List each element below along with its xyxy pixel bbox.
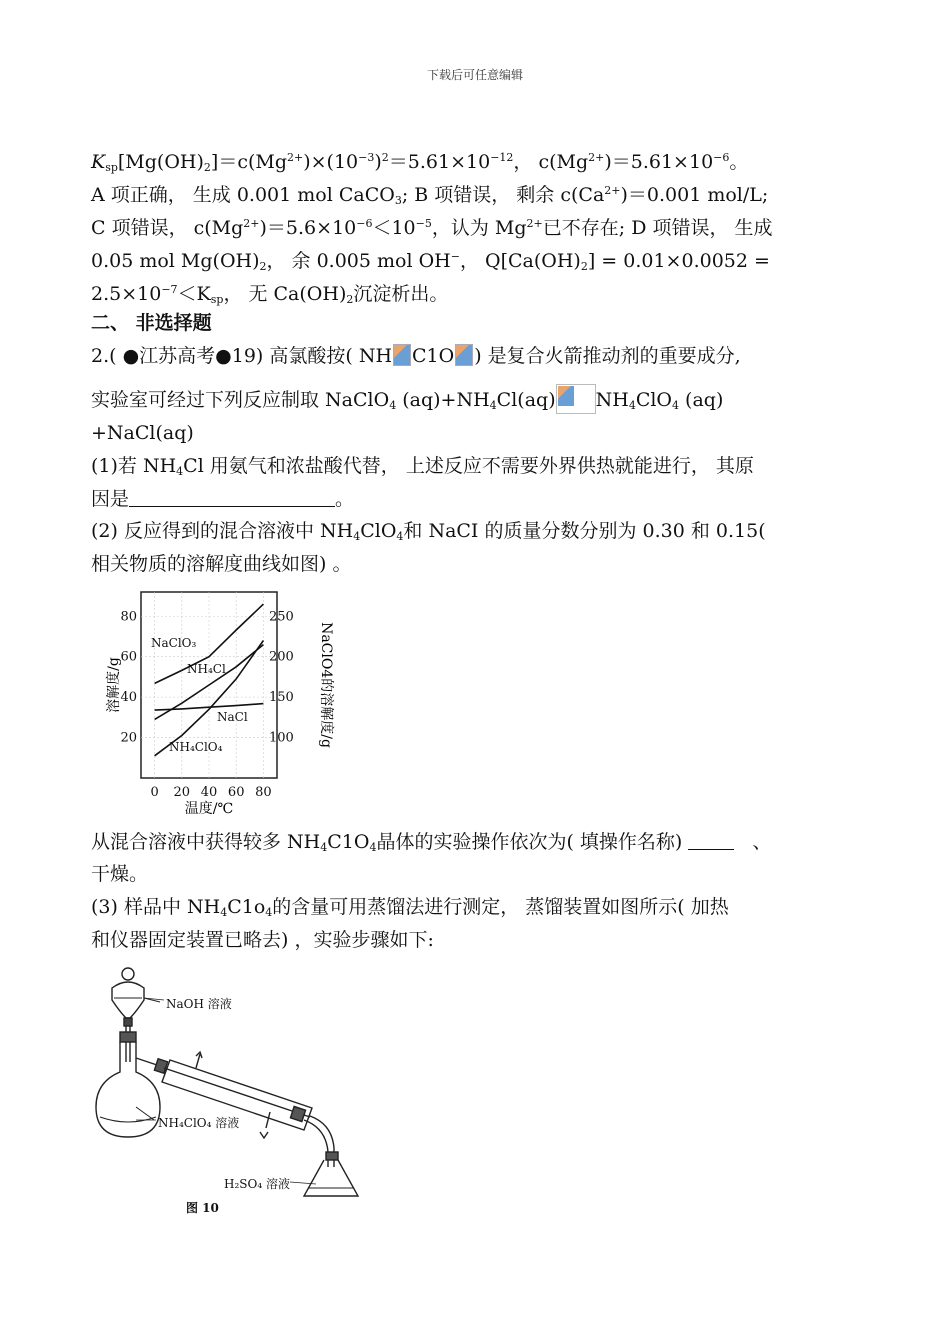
text-line: A 项正确， 生成 0.001 mol CaCO$_3$; B 项错误， 剩余 $c(Ca^{2+})=0.001$ mol/L; (91, 184, 769, 207)
x-tick-label: 20 (173, 785, 191, 800)
y-tick-label: 60 (120, 649, 137, 665)
question-line: 因是 。 (91, 488, 355, 510)
question-line: 从混合溶液中获得较多 $NH_4C1O_4$晶体的实验操作依次为( 填操作名称) 、 (91, 831, 772, 854)
y-axis-right-label: NaClO4的溶解度/g (318, 622, 334, 748)
question-line: 和仪器固定装置已略去) ，实验步骤如下: (91, 929, 434, 951)
series-label-NH4ClO4: NH₄ClO₄ (169, 740, 223, 754)
x-tick-label: 0 (150, 785, 159, 800)
question-line: 2.( ●江苏高考●19) 高氯酸按( NH C1O ) 是复合火箭推动剂的重要成分, (91, 345, 741, 367)
label-h2so4: H₂SO₄ 溶液 (224, 1177, 290, 1191)
solubility-chart (106, 585, 340, 820)
y-tick-label: 20 (120, 730, 137, 746)
answer-blank[interactable] (688, 833, 734, 850)
question-line: (2) 反应得到的混合溶液中 $NH_4ClO_4$和 NaCI 的质量分数分别为 0.30 和 0.15( (91, 520, 766, 543)
y-right-tick-label: 200 (269, 649, 294, 665)
series-label-NaClO4: NaClO₃ (151, 636, 197, 650)
text-line: C 项错误， $c(Mg^{2+})=5.6\times 10^{-6}<10^{-5}$，认为 $Mg^{2+}$已不存在; D 项错误， 生成 (91, 217, 773, 239)
y-tick-label: 80 (120, 609, 137, 625)
label-flask-solution: NH₄ClO₄ 溶液 (158, 1116, 240, 1130)
text-line: $2.5\times 10^{-7}<K_{sp}$， 无 $Ca(OH)_2$沉淀析出。 (91, 283, 449, 306)
erlenmeyer-flask (304, 1160, 358, 1196)
label-naoh: NaOH 溶液 (166, 997, 232, 1011)
x-tick-label: 60 (227, 785, 245, 800)
x-axis-label: 温度/℃ (184, 801, 234, 817)
broken-image-icon (455, 344, 473, 366)
x-tick-label: 80 (255, 785, 272, 800)
question-line: 实验室可经过下列反应制取 NaClO$_4$ $(aq)+NH_4Cl(aq)$ $NH_4ClO_4$ (aq) (91, 384, 723, 418)
y-right-tick-label: 250 (269, 609, 294, 625)
section-heading: 二、 非选择题 (91, 312, 212, 334)
stopcock (124, 1018, 132, 1026)
answer-blank[interactable] (129, 490, 335, 507)
flask-stopper (120, 1032, 136, 1042)
text-line: 0.05 mol $Mg(OH)_2$， 余 0.005 mol OH−， $Q[Ca(OH)_2] = 0.01\times 0.0052$ = (91, 250, 770, 273)
series-label-NaCl: NaCl (217, 710, 248, 724)
separatory-funnel (112, 982, 144, 1018)
broken-image-icon (393, 344, 411, 366)
distillation-apparatus-figure (90, 962, 370, 1222)
funnel-stopper (122, 968, 134, 980)
broken-image-icon (556, 384, 596, 414)
round-bottom-flask (96, 1042, 160, 1137)
question-line: (3) 样品中 $NH_4C1o_4$的含量可用蒸馏法进行测定， 蒸馏装置如图所示( 加热 (91, 896, 729, 919)
question-line: (1)若 $NH_4Cl$ 用氨气和浓盐酸代替， 上述反应不需要外界供热就能进行， 其原 (91, 455, 754, 478)
x-tick-label: 40 (200, 785, 218, 800)
question-line: 相关物质的溶解度曲线如图) 。 (91, 553, 352, 575)
series-label-NH4Cl: NH₄Cl (187, 662, 226, 676)
y-tick-label: 40 (120, 690, 137, 706)
question-line: 干燥。 (91, 863, 149, 885)
y-axis-label: 溶解度/g (106, 657, 122, 713)
y-right-tick-label: 100 (269, 730, 294, 746)
text-line: $K_{sp}[Mg(OH)_2]=c(Mg^{2+})\times(10^{-3})^2=5.61\times 10^{-12}$， $c(Mg^{2+})=5.61\times 10^{-6}$。 (91, 151, 749, 174)
page-header: 下载后可任意编辑 (426, 68, 523, 82)
question-line: +NaCl(aq) (91, 422, 194, 444)
figure-caption: 图 10 (186, 1201, 219, 1215)
y-right-tick-label: 150 (269, 690, 294, 706)
